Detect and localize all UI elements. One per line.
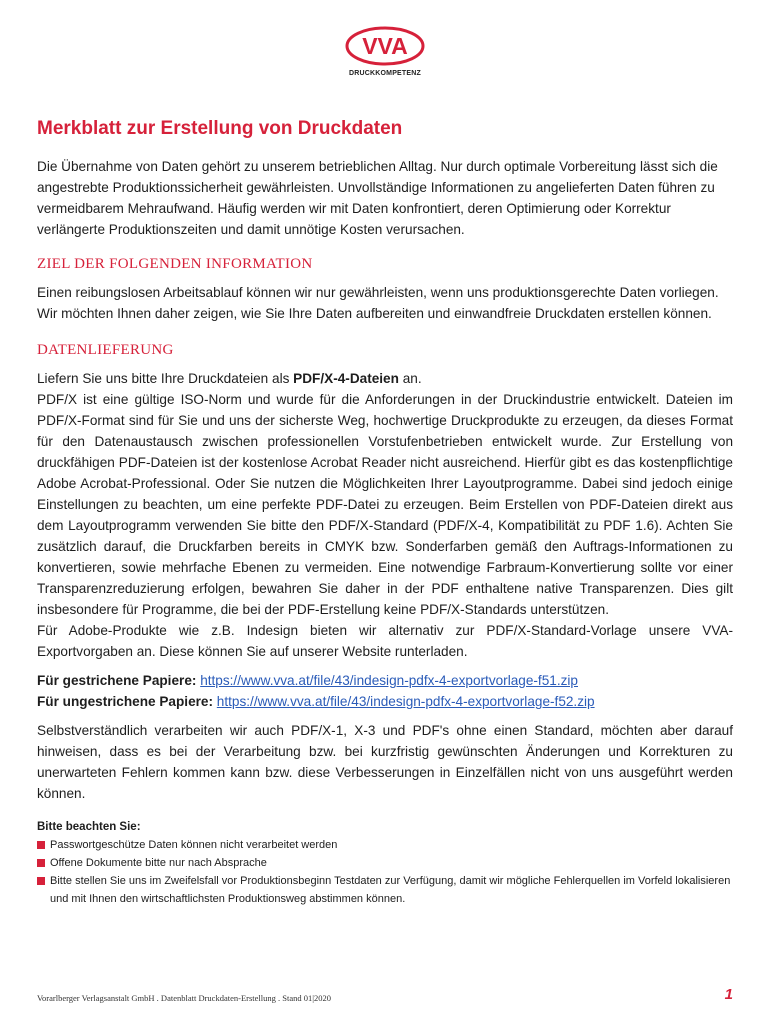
red-square-bullet-icon (37, 877, 45, 885)
page-number: 1 (724, 986, 733, 1003)
download-links (37, 670, 733, 712)
goal-paragraph: Einen reibungslosen Arbeitsablauf können wir nur gewährleisten, wenn uns produktionsgerechte Daten vorliegen. Wir möchten Ihnen daher zeigen, wie Sie Ihre Daten aufbereiten und einwandfreie Druckdaten erstellen können. (37, 285, 719, 321)
delivery-body: PDF/X ist eine gültige ISO-Norm und wurde für die Anforderungen in der Druckindustrie entwickelt. Dateien im PDF/X-Format sind für Sie und uns der sicherste Weg, hochwertige Druckprodukte zu erzeugen, da dieses Format für den Datenaustausch zwischen professionellen Vorstufenbetrieben entwickelt wurde. Zur Erstellung von druckfähigen PDF-Dateien ist der kostenlose Acrobat Reader nicht ausreichend. Hierfür gibt es das kostenpflichtige Adobe Acrobat-Professional. Oder Sie nutzen die Möglichkeiten Ihrer Layoutprogramme. Dabei sind jedoch einige Einstellungen zu beachten, um eine perfekte PDF-Datei zu erzeugen. Beim Erstellen von PDF-Dateien direkt aus dem Layoutprogramm verwenden Sie bitte den PDF/X-Standard (PDF/X-4, Kompatibilität zu PDF 1.6). Achten Sie zusätzlich darauf, die Druckfarben bereits in CMYK bzw. Sonderfarben gemäß den Auftrags-Informationen zu konvertieren, sowie mehrfache Ebenen zu vermeiden. Eine notwendige Farbraum-Konvertierung sollte vor einer Transparenzreduzierung erfolgen, bewahren Sie daher in der PDF enthaltene native Transparenzen. Dies gilt insbesondere für Programme, die bei der PDF-Erstellung keine PDF/X-Standards unterstützen. (37, 392, 733, 617)
note-text: Bitte stellen Sie uns im Zweifelsfall vor Produktionsbeginn Testdaten zur Verfügung, damit wir mögliche Fehlerquellen im Vorfeld lokalisieren und mit Ihnen den wirtschaftlichsten Produktionsweg abstimmen können. (50, 875, 731, 905)
vva-logo-mark (345, 26, 425, 66)
notes-list (37, 836, 733, 908)
section-heading-goal: ZIEL DER FOLGENDEN INFORMATION (37, 256, 313, 272)
list-item (37, 872, 733, 908)
intro-paragraph: Die Übernahme von Daten gehört zu unserem betrieblichen Alltag. Nur durch optimale Vorbereitung lässt sich die angestrebte Produktionssicherheit gewährleisten. Unvollständige Informationen zu angelieferten Daten führen zu vermeidbarem Mehraufwand. Häufig werden wir mit Daten konfrontiert, deren Optimierung oder Korrektur verlängerte Produktionszeiten und damit unnötige Kosten verursachen. (37, 159, 718, 237)
list-item (37, 836, 733, 854)
document-body (37, 118, 733, 908)
link-coated-papers[interactable]: https://www.vva.at/file/43/indesign-pdfx-4-exportvorlage-f51.zip (200, 673, 578, 688)
note-text: Offene Dokumente bitte nur nach Absprache (50, 857, 267, 869)
list-item (37, 854, 733, 872)
adobe-paragraph: Für Adobe-Produkte wie z.B. Indesign bieten wir alternativ zur PDF/X-Standard-Vorlage unsere VVA-Exportvorgaben an. Diese können Sie auf unserer Website runterladen. (37, 623, 733, 659)
link-label-uncoated: Für ungestrichene Papiere: (37, 694, 214, 709)
page-title: Merkblatt zur Erstellung von Druckdaten (37, 118, 403, 139)
delivery-intro-prefix: Liefern Sie uns bitte Ihre Druckdateien als (37, 371, 294, 386)
footer-text: Vorarlberger Verlagsanstalt GmbH . Datenblatt Druckdaten-Erstellung . Stand 01|2020 (37, 993, 331, 1003)
pdfx4-emphasis: PDF/X-4-Dateien (293, 371, 399, 386)
notes-title: Bitte beachten Sie: (37, 821, 141, 833)
link-label-coated: Für gestrichene Papiere: (37, 673, 197, 688)
delivery-intro (37, 368, 733, 389)
red-square-bullet-icon (37, 859, 45, 867)
link-uncoated-papers[interactable]: https://www.vva.at/file/43/indesign-pdfx-4-exportvorlage-f52.zip (216, 694, 595, 709)
logo-text: VVA (362, 33, 408, 59)
link-row-coated (37, 670, 733, 691)
page-footer (37, 986, 733, 1006)
link-row-uncoated (37, 691, 733, 712)
note-text: Passwortgeschütze Daten können nicht verarbeitet werden (50, 839, 338, 851)
delivery-intro-suffix: an. (398, 371, 422, 386)
closing-paragraph: Selbstverständlich verarbeiten wir auch PDF/X-1, X-3 und PDF's ohne einen Standard, möchten aber darauf hinweisen, dass es bei der Verarbeitung bzw. bei kurzfristig gewünschten Änderungen und Korrekturen zu unerwarteten Fehlern kommen kann bzw. diese Verbesserungen in Einzelfällen nicht von uns ausgeführt werden können. (37, 723, 733, 801)
red-square-bullet-icon (37, 841, 45, 849)
vva-logo (345, 26, 425, 77)
section-heading-delivery: DATENLIEFERUNG (37, 342, 174, 358)
logo-subtitle: DRUCKKOMPETENZ (348, 70, 422, 77)
